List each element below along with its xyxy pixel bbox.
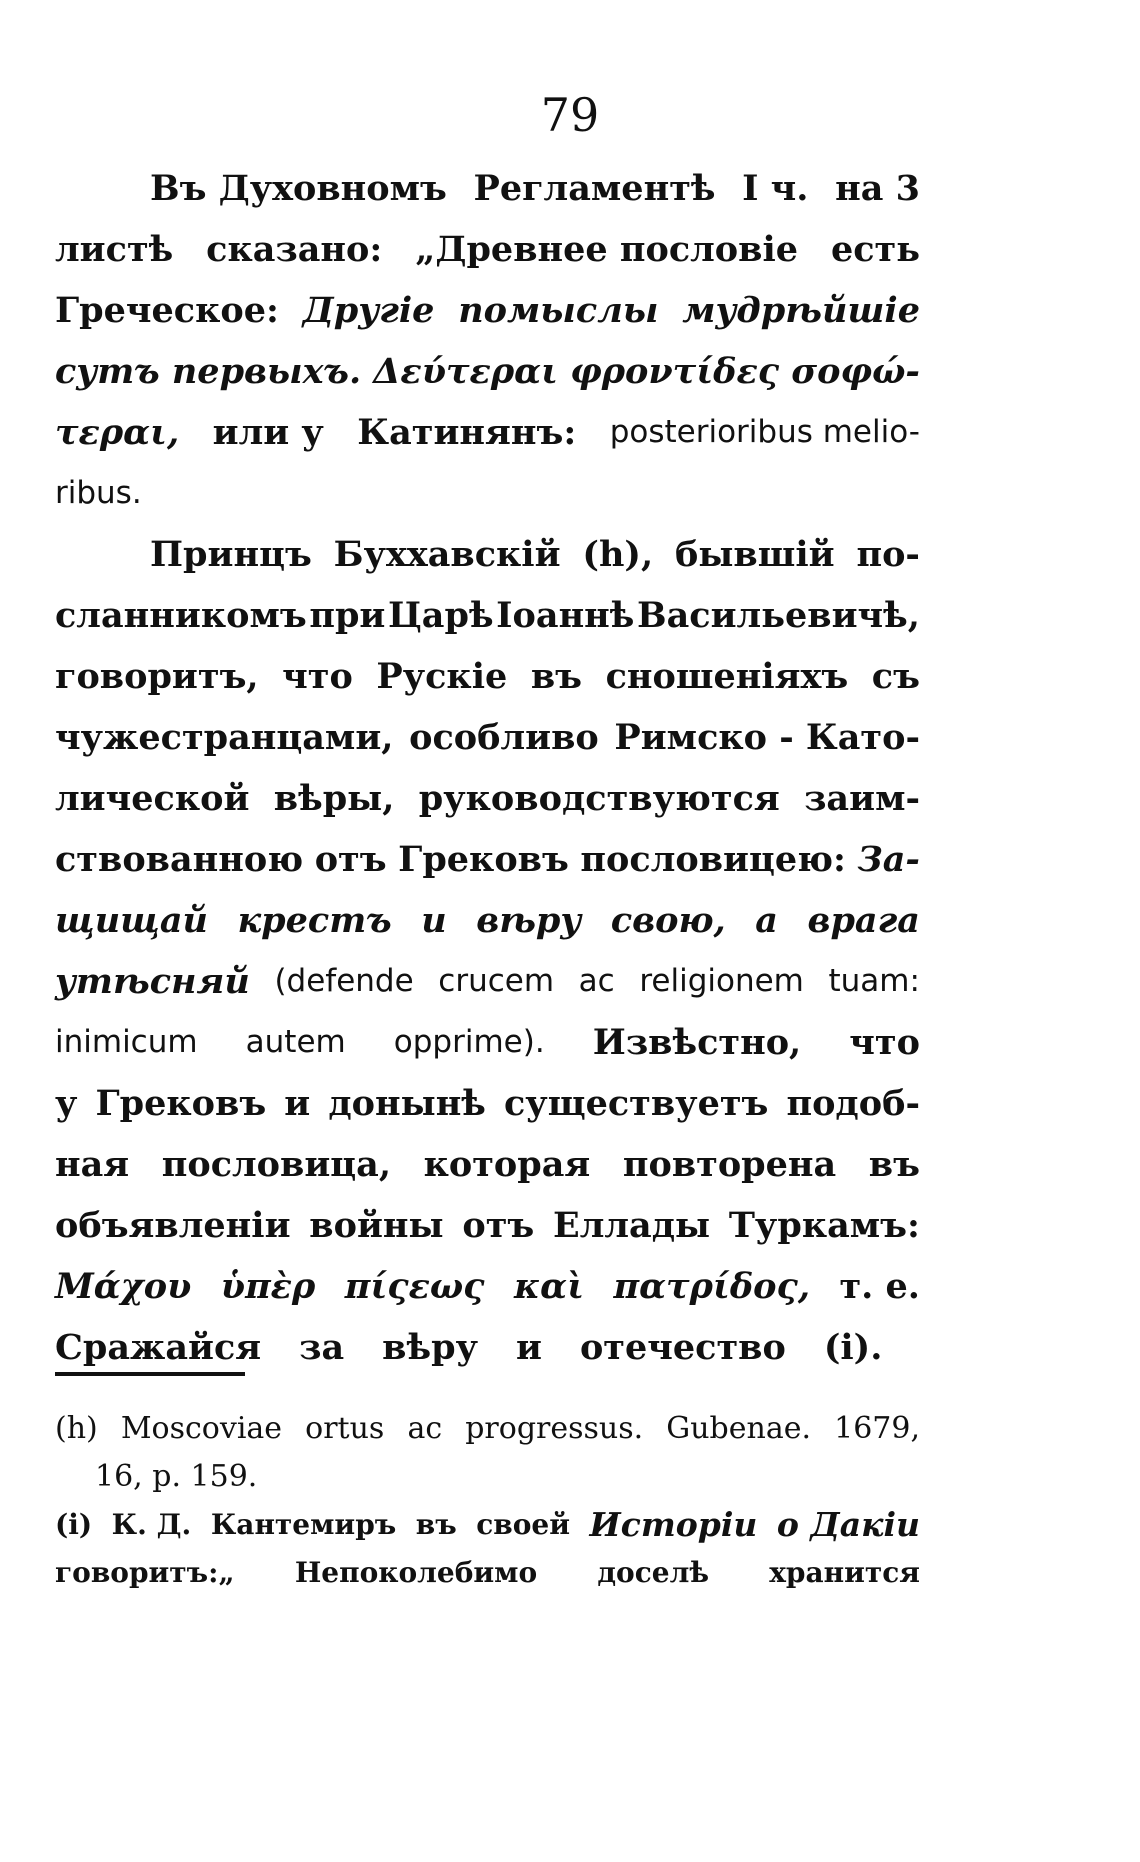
- word: за: [299, 1327, 345, 1368]
- word: и: [421, 900, 447, 941]
- footnote-word: доселѣ: [597, 1556, 710, 1589]
- word: inimicum: [55, 1024, 198, 1060]
- word: помыслы: [458, 290, 659, 331]
- paragraph-2: [55, 524, 920, 1378]
- word: сутъ: [55, 351, 160, 392]
- word: posterioribus melio-: [609, 414, 920, 450]
- word: Регламентѣ: [473, 168, 716, 209]
- word: съ: [871, 656, 920, 697]
- footnote-i-line-2: [55, 1549, 920, 1597]
- word: что: [282, 656, 353, 697]
- word: по-: [856, 534, 920, 575]
- footnote-word: своей: [476, 1508, 571, 1541]
- word: которая: [423, 1144, 591, 1185]
- word: на 3: [835, 168, 920, 209]
- footnote-word: Moscoviae: [120, 1411, 283, 1446]
- word: что: [849, 1022, 920, 1063]
- word: Еллады: [553, 1205, 711, 1246]
- word: мудрѣйшіе: [682, 290, 920, 331]
- word: особливо: [409, 717, 599, 758]
- text-line: [55, 1256, 920, 1317]
- text-line: [55, 890, 920, 951]
- text-line: [55, 402, 920, 463]
- footnote-word: Кантемиръ: [210, 1508, 397, 1541]
- word: Δεύτεραι: [373, 351, 558, 392]
- text-line: [55, 463, 920, 524]
- word: говоритъ,: [55, 656, 259, 697]
- word: лической: [55, 778, 250, 819]
- word: Грековъ: [95, 1083, 267, 1124]
- word: крестъ: [237, 900, 392, 941]
- footnotes: [55, 1405, 920, 1597]
- word: Туркамъ:: [728, 1205, 920, 1246]
- text-line: [55, 1195, 920, 1256]
- word: руководствуются: [418, 778, 780, 819]
- footnote-word: говоритъ:„: [55, 1556, 235, 1589]
- text-line: [55, 951, 920, 1012]
- word: вѣры,: [273, 778, 395, 819]
- text-line: [55, 585, 920, 646]
- word: заим-: [804, 778, 920, 819]
- text-line: [55, 158, 920, 219]
- word: Въ Духовномъ: [150, 168, 447, 209]
- word: врага: [807, 900, 920, 941]
- word: (h),: [582, 534, 654, 575]
- word: пословица,: [161, 1144, 392, 1185]
- text-line: [55, 280, 920, 341]
- footnote-word: хранится: [769, 1556, 920, 1589]
- word: πατρίδος,: [613, 1266, 810, 1307]
- word: щищай: [55, 900, 208, 941]
- word: ствованною: [55, 839, 304, 880]
- word: вѣру: [382, 1327, 478, 1368]
- word: τεραι,: [55, 412, 180, 453]
- word: вѣру: [476, 900, 582, 941]
- word: crucem: [438, 963, 555, 999]
- word: Царѣ: [387, 595, 494, 636]
- word: Греческое:: [55, 290, 279, 331]
- word: у: [55, 1083, 78, 1124]
- word: Принцъ: [150, 534, 312, 575]
- footnote-word: progressus.: [465, 1411, 644, 1446]
- footnote-word: (h): [55, 1411, 98, 1446]
- word: religionem: [639, 963, 804, 999]
- word: Извѣстно,: [592, 1022, 802, 1063]
- word: объявленіи: [55, 1205, 291, 1246]
- word: пословицею:: [580, 839, 846, 880]
- text-line: [55, 1317, 920, 1378]
- word: и: [284, 1083, 311, 1124]
- word: ac: [578, 963, 615, 999]
- word: сказано:: [206, 229, 383, 270]
- word: Μάχου: [55, 1266, 192, 1307]
- footnote-word: Gubenae.: [666, 1411, 812, 1446]
- text-line: [55, 1134, 920, 1195]
- word: т. е.: [839, 1266, 920, 1307]
- text-line: [55, 1073, 920, 1134]
- word: и: [515, 1327, 542, 1368]
- main-text: [55, 158, 920, 1378]
- text-line: [55, 768, 920, 829]
- word: Грековъ: [398, 839, 569, 880]
- footnote-word: К. Д.: [111, 1508, 192, 1541]
- footnote-word: 1679,: [834, 1411, 920, 1446]
- footnote-word: (i): [55, 1508, 93, 1541]
- word: Іоаннѣ: [496, 595, 635, 636]
- word: „Древнее пословіе: [415, 229, 799, 270]
- word: чужестранцами,: [55, 717, 394, 758]
- word: а: [755, 900, 778, 941]
- word: ὑπὲρ: [220, 1266, 316, 1307]
- word: φροντίδες σοφώ-: [570, 351, 920, 392]
- word: Рускіе: [376, 656, 508, 697]
- word: ная: [55, 1144, 130, 1185]
- word: (i).: [823, 1327, 883, 1368]
- text-line: [55, 341, 920, 402]
- word: Сражайся: [55, 1327, 262, 1368]
- footnote-i-line-1: [55, 1501, 920, 1549]
- word: tuam:: [828, 963, 920, 999]
- word: подоб-: [786, 1083, 920, 1124]
- footnote-word: ortus: [305, 1411, 385, 1446]
- word: утѣсняй: [55, 961, 250, 1002]
- footnote-separator: [55, 1372, 245, 1376]
- word: autem: [245, 1024, 346, 1060]
- footnote-word: Исторіи: [589, 1505, 758, 1544]
- word: I ч.: [742, 168, 809, 209]
- text-line: [55, 707, 920, 768]
- word: Другіе: [302, 290, 435, 331]
- word: За-: [857, 839, 920, 880]
- word: при: [309, 595, 386, 636]
- footnote-h-continuation: 16, p. 159.: [95, 1459, 258, 1494]
- word: Римско - Като-: [614, 717, 920, 758]
- word: бывшій: [675, 534, 835, 575]
- word: листѣ: [55, 229, 174, 270]
- word: есть: [830, 229, 920, 270]
- page-number: 79: [540, 88, 600, 142]
- footnote-word: ac: [407, 1411, 443, 1446]
- word: Буххавскій: [333, 534, 561, 575]
- word: въ: [530, 656, 582, 697]
- word: первыхъ.: [171, 351, 362, 392]
- word: повторена: [622, 1144, 837, 1185]
- word: сланникомъ: [55, 595, 307, 636]
- word: существуетъ: [504, 1083, 769, 1124]
- word: войны: [309, 1205, 444, 1246]
- text-line: [55, 1012, 920, 1073]
- word: отъ: [462, 1205, 535, 1246]
- footnote-word: Непоколебимо: [294, 1556, 538, 1589]
- text-line: [55, 524, 920, 585]
- word: Катинянъ:: [357, 412, 577, 453]
- word: πίςεως: [344, 1266, 485, 1307]
- word: (defende: [274, 963, 414, 999]
- footnote-word: о Дакіи: [776, 1505, 920, 1544]
- word: свою,: [610, 900, 726, 941]
- text-line: [55, 646, 920, 707]
- word: или у: [212, 412, 324, 453]
- footnote-h-line-2: [55, 1453, 920, 1501]
- text-line: [55, 829, 920, 890]
- text-line: [55, 219, 920, 280]
- footnote-word: въ: [415, 1508, 457, 1541]
- word: Васильевичѣ,: [637, 595, 920, 636]
- word: καὶ: [513, 1266, 585, 1307]
- word: донынѣ: [328, 1083, 486, 1124]
- word: opprime).: [393, 1024, 545, 1060]
- word: въ: [868, 1144, 920, 1185]
- footnote-h-line-1: [55, 1405, 920, 1453]
- paragraph-1: [55, 158, 920, 524]
- word: отъ: [314, 839, 387, 880]
- word: отечество: [579, 1327, 786, 1368]
- word: ribus.: [55, 475, 142, 511]
- word: сношеніяхъ: [605, 656, 849, 697]
